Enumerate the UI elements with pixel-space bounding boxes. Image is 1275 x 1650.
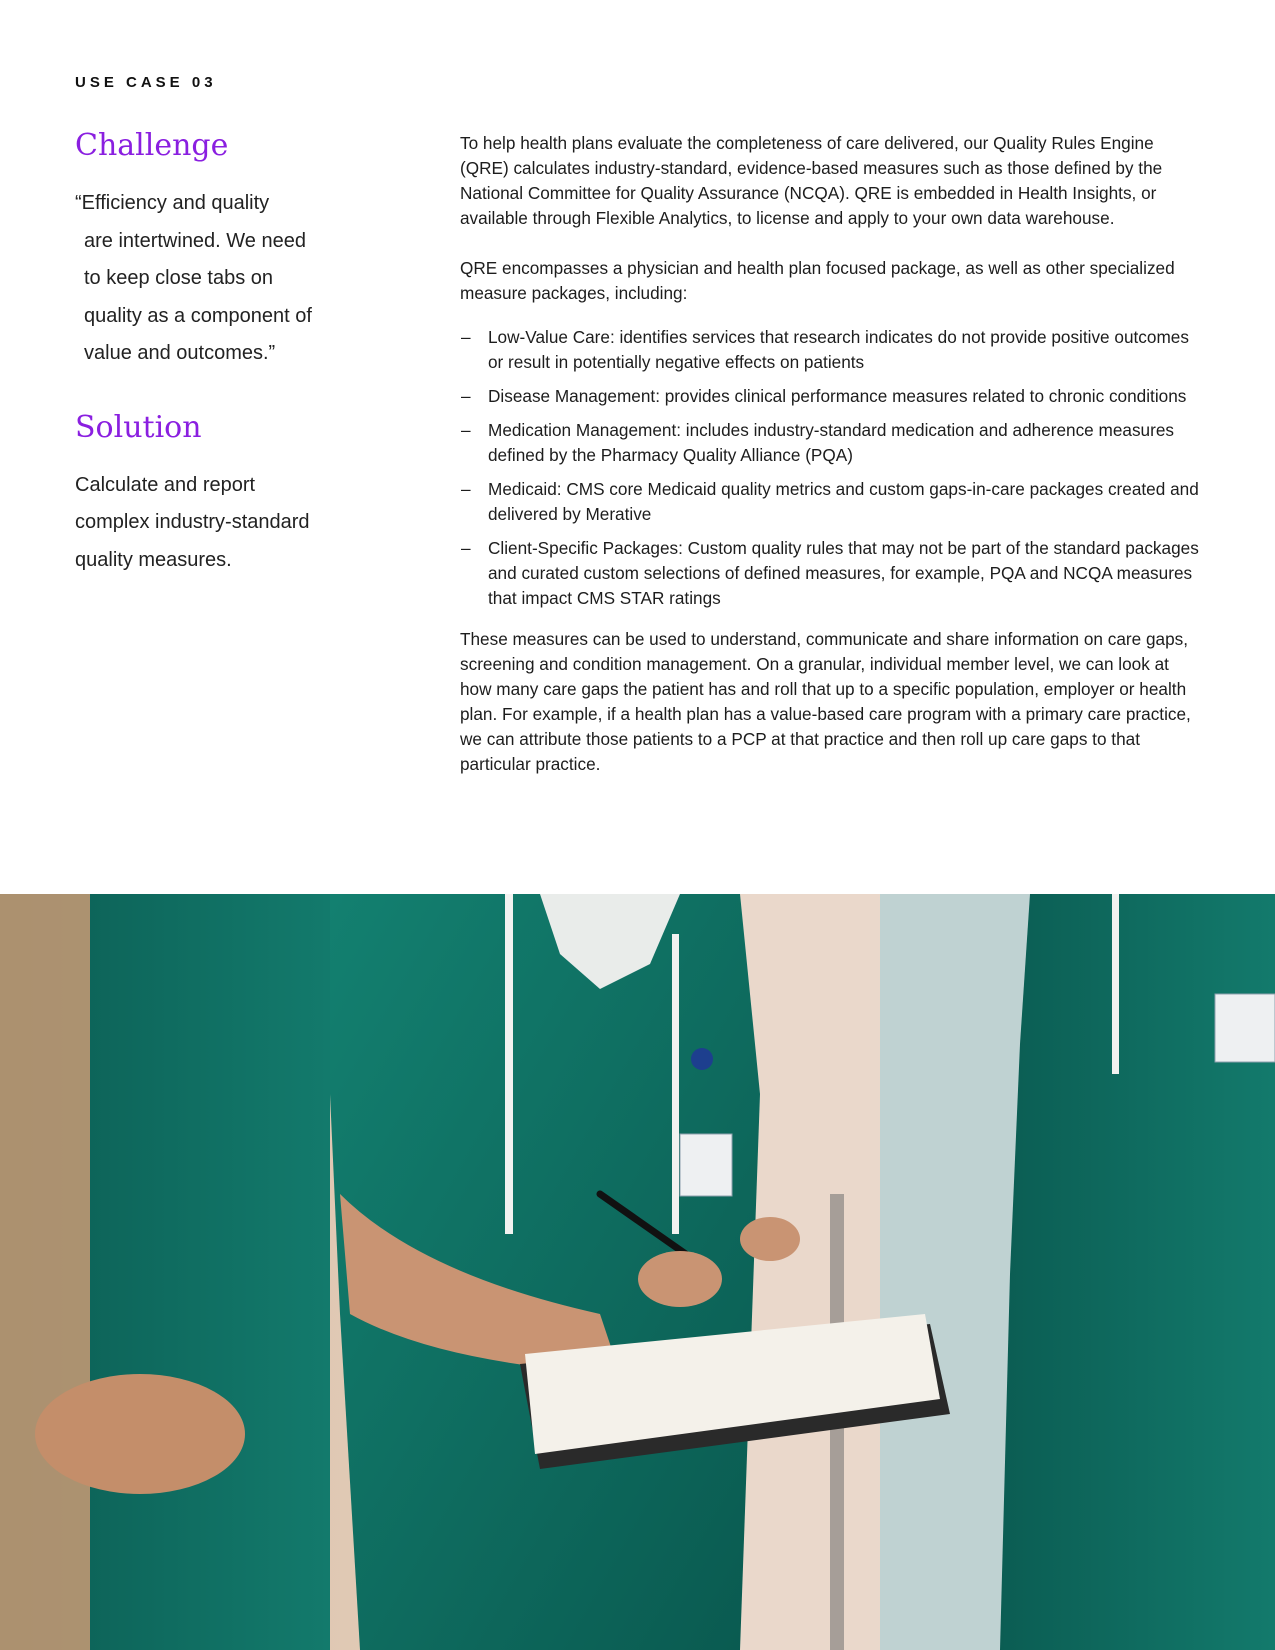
solution-line: quality measures. — [75, 548, 232, 571]
solution-text — [75, 467, 375, 580]
solution-line: complex industry-standard — [75, 511, 310, 533]
list-item — [460, 325, 1200, 375]
body-column — [460, 131, 1200, 777]
solution-heading: Solution — [75, 409, 202, 445]
sidebar-column — [75, 128, 375, 579]
list-item — [460, 384, 1200, 409]
left-figure-hand — [35, 1374, 245, 1494]
list-item-text: Medication Management: includes industry-standard medication and adherence measures defined by the Pharmacy Quality Alliance (PQA) — [488, 420, 1174, 465]
list-item-text: Low-Value Care: identifies services that research indicates do not provide positive outcomes or result in potentially negative effects on patients — [488, 327, 1189, 372]
quote-line: quality as a component of — [84, 304, 312, 327]
list-item-text: Medicaid: CMS core Medicaid quality metrics and custom gaps-in-care packages created and delivered by Merative — [488, 479, 1199, 524]
challenge-heading: Challenge — [75, 128, 229, 163]
list-item-text: Client-Specific Packages: Custom quality rules that may not be part of the standard packages and curated custom selections of defined measures, for example, PQA and NCQA measures that impact CMS STAR ratings — [488, 538, 1199, 608]
id-badge — [680, 1134, 732, 1196]
list-item — [460, 477, 1200, 527]
measure-package-list — [460, 325, 1200, 611]
use-case-label: USE CASE 03 — [75, 74, 217, 91]
quote-line: “Efficiency and quality — [75, 192, 270, 214]
writing-hand — [638, 1251, 722, 1307]
body-paragraph-3: These measures can be used to understand, communicate and share information on care gaps, screening and condition management. On a granular, individual member level, we can look at how many care gaps the patient has and roll that up to a specific population, employer or health plan. For example, if a health plan has a value-based care program with a primary care practice, we can attribute those patients to a PCP at that practice and then roll up care gaps to that particular practice. — [460, 629, 1191, 774]
quote-line: to keep close tabs on — [84, 267, 274, 289]
badge-reel — [691, 1048, 713, 1070]
dash-bullet: – — [461, 479, 471, 499]
left-figure-arm — [0, 894, 90, 1650]
medical-staff-photo — [0, 894, 1275, 1650]
quote-line: are intertwined. We need — [84, 229, 306, 252]
mask-string — [672, 934, 679, 1234]
mask-string — [505, 894, 513, 1234]
dash-bullet: – — [461, 420, 471, 440]
solution-line: Calculate and report — [75, 473, 256, 496]
list-item — [460, 418, 1200, 468]
holding-hand — [740, 1217, 800, 1261]
body-paragraph-1: To help health plans evaluate the completeness of care delivered, our Quality Rules Engine (QRE) calculates industry-standard, evidence-based measures such as those defined by the National Committee for Quality Assurance (NCQA). QRE is embedded in Health Insights, or available through Flexible Analytics, to license and apply to your own data warehouse. — [460, 133, 1163, 228]
dash-bullet: – — [461, 327, 471, 347]
id-badge — [1215, 994, 1275, 1062]
quote-line: value and outcomes.” — [84, 342, 276, 364]
list-item-text: Disease Management: provides clinical performance measures related to chronic conditions — [488, 386, 1187, 406]
dash-bullet: – — [461, 386, 471, 406]
dash-bullet: – — [461, 538, 471, 558]
list-item — [460, 536, 1200, 611]
mask-string — [1112, 894, 1119, 1074]
photo-illustration — [0, 894, 1275, 1650]
challenge-quote — [75, 185, 375, 373]
body-paragraph-2: QRE encompasses a physician and health plan focused package, as well as other specialized measure packages, including: — [460, 258, 1175, 303]
